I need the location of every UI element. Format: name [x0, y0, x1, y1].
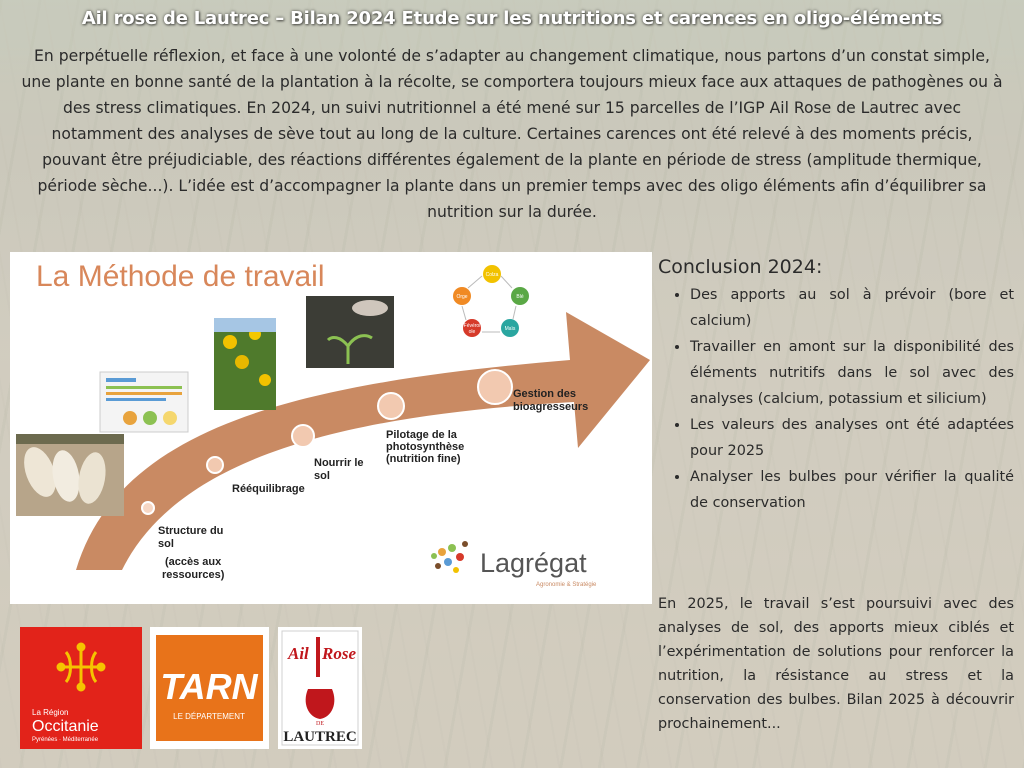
occitan-cross-icon [58, 644, 104, 690]
step-1-line4: ressources) [162, 569, 225, 581]
garlic-photo [16, 434, 124, 516]
occitanie-line1: La Région [32, 708, 69, 717]
cycle-label-orge: Orge [456, 294, 468, 300]
occitanie-line3: Pyrénées · Méditerranée [32, 737, 99, 743]
seedling-photo [306, 296, 394, 368]
step-circle-5 [478, 370, 512, 404]
step-2-line1: Rééquilibrage [232, 483, 305, 495]
step-circle-4 [378, 393, 404, 419]
cycle-label-ble: Blé [516, 294, 524, 300]
step-1-line1: Structure du [158, 525, 224, 537]
lagregat-logo [431, 541, 468, 573]
conclusion-title: Conclusion 2024: [658, 256, 823, 278]
analysis-report-thumbnail [100, 372, 188, 432]
step-circle-1 [142, 502, 154, 514]
cycle-label-mais: Maïs [504, 326, 516, 332]
ail-rose-lautrec-logo [278, 627, 362, 749]
conclusion-item: • Analyser les bulbes pour vérifier la qualité de conservation [690, 464, 1014, 516]
step-circle-2 [207, 457, 223, 473]
tarn-sub: LE DÉPARTEMENT [173, 712, 245, 721]
cycle-label-feverole-b: ole [468, 329, 476, 335]
step-5-line2: bioagresseurs [513, 401, 589, 413]
tarn-logo [150, 627, 269, 749]
page-title: Ail rose de Lautrec – Bilan 2024 Etude sur les nutritions et carences en oligo-éléments [81, 8, 943, 29]
step-1-line2: sol [158, 538, 174, 550]
sunflower-photo [214, 318, 276, 410]
step-4-line2: photosynthèse [386, 441, 465, 453]
conclusion-section [658, 256, 1014, 516]
cycle-label-colza: Colza [485, 272, 499, 278]
ail-line4: LAUTREC [283, 729, 357, 745]
conclusion-item: • Des apports au sol à prévoir (bore et calcium) [690, 282, 1014, 334]
occitanie-logo [20, 627, 142, 749]
ail-line1: Ail [288, 644, 309, 663]
conclusion-item: • Les valeurs des analyses ont été adaptées pour 2025 [690, 412, 1014, 464]
step-3-line1: Nourrir le [314, 457, 364, 469]
step-4-line1: Pilotage de la [386, 429, 457, 441]
method-diagram [10, 252, 652, 604]
intro-paragraph: En perpétuelle réflexion, et face à une volonté de s’adapter au changement climatique, nous partons d’un constat simple, une plante en bonne santé de la plantation à la récolte, se comportera toujours mieux face aux attaques de pathogènes ou à des stress climatiques. En 2024, un suivi nutritionnel a été mené sur 15 parcelles de l’IGP Ail Rose de Lautrec avec notamment des analyses de sève tout au long de la culture. Certaines carences ont été relevé à des moments précis, pouvant être préjudiciable, des réactions différentes également de la plante en période de stress (amplitude thermique, période sèche...). L’idée est d’accompagner la plante dans un premier temps avec des oligo éléments afin d’équilibrer sa nutrition sur la durée. [21, 47, 1003, 221]
brand-name: Lagrégat [480, 548, 587, 578]
tarn-word: TARN [160, 666, 258, 707]
ail-line3: DE [316, 721, 324, 727]
outlook-paragraph: En 2025, le travail s’est poursuivi avec des analyses de sol, des apports mieux ciblés et l’expérimentation de solutions pour renforcer la nutrition, la résistance au stress et la conservation des bulbes. Bilan 2025 à découvrir prochainement... [658, 596, 1014, 732]
conclusion-item: • Travailler en amont sur la disponibilité des éléments nutritifs dans le sol avec des analyses (calcium, potassium et silicium) [690, 334, 1014, 412]
step-3-line2: sol [314, 470, 330, 482]
step-1-line3: (accès aux [165, 556, 222, 568]
brand-tagline: Agronomie & Stratégie [536, 582, 597, 588]
method-title: La Méthode de travail [36, 260, 325, 293]
cycle-label-feverole-a: Févérol [463, 323, 481, 329]
ail-line2: Rose [322, 644, 356, 663]
conclusion-list [658, 282, 1014, 516]
step-4-line3: (nutrition fine) [386, 453, 461, 465]
crop-rotation-cycle [453, 265, 529, 337]
occitanie-line2: Occitanie [32, 718, 99, 735]
step-5-line1: Gestion des [513, 388, 576, 400]
step-circle-3 [292, 425, 314, 447]
